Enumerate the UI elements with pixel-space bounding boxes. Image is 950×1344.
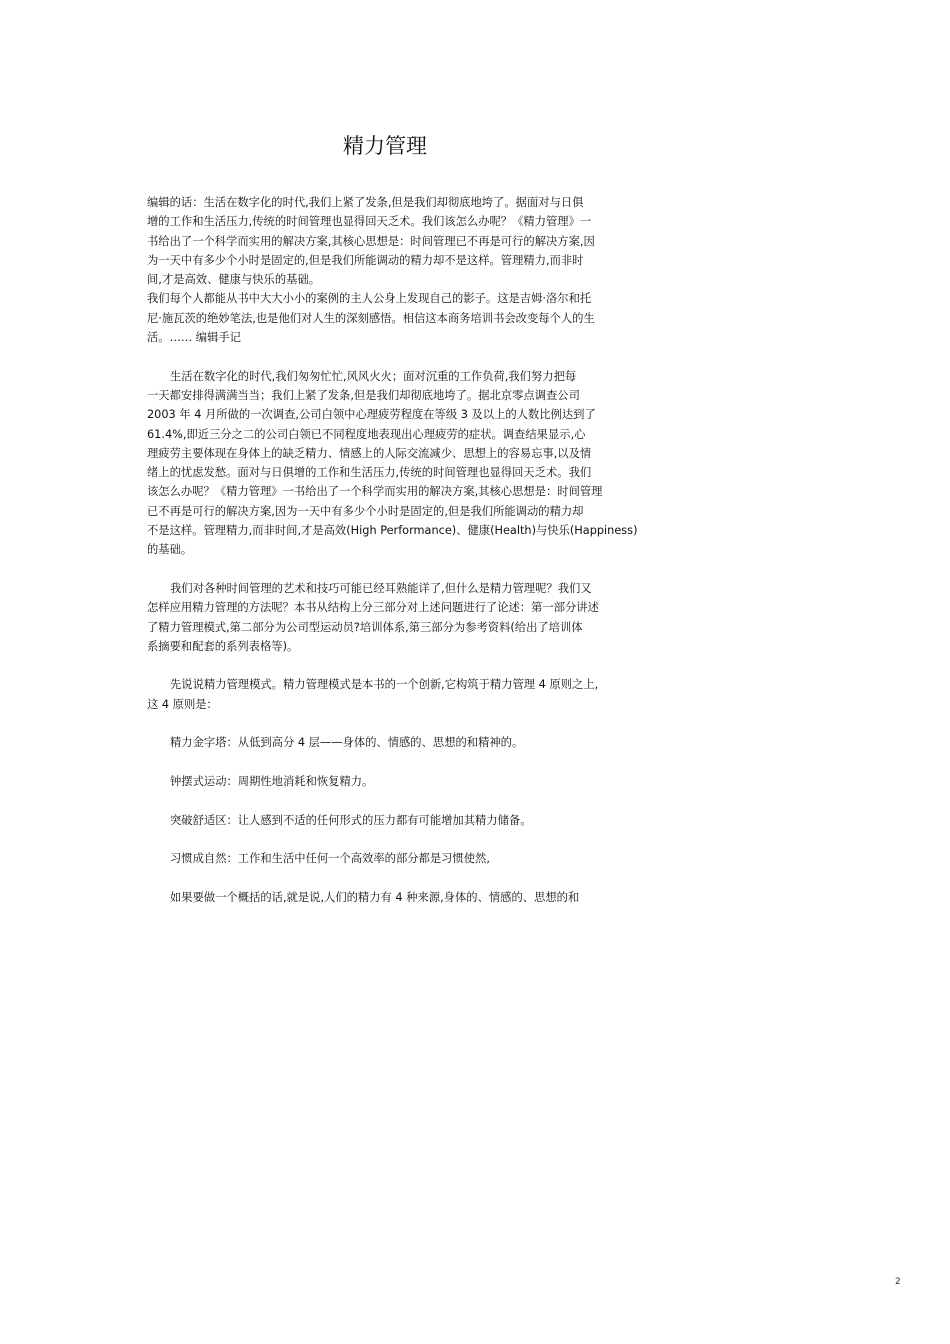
- paragraph-line: 编辑的话：生活在数字化的时代,我们上紧了发条,但是我们却彻底地垮了。据面对与日俱: [147, 196, 584, 209]
- paragraph-gap: [147, 560, 667, 579]
- paragraph-line: 为一天中有多少个小时是固定的,但是我们所能调动的精力却不是这样。管理精力,而非时: [147, 253, 584, 267]
- paragraph: [147, 367, 667, 560]
- paragraph-gap: [147, 347, 667, 366]
- page-title: 精力管理: [343, 134, 427, 158]
- paragraph-line: 间,才是高效、健康与快乐的基础。: [147, 273, 321, 287]
- paragraph-line: 2003 年 4 月所做的一次调查,公司白领中心理疲劳程度在等级 3 及以上的人数比例达到了: [147, 408, 596, 422]
- paragraph-line: 如果要做一个概括的话,就是说,人们的精力有 4 种来源,身体的、情感的、思想的和: [170, 890, 580, 904]
- paragraph-line: 我们每个人都能从书中大大小小的案例的主人公身上发现自己的影子。这是吉姆·洛尔和托: [147, 292, 592, 306]
- paragraph-line: 生活在数字化的时代,我们匆匆忙忙,风风火火；面对沉重的工作负荷,我们努力把每: [170, 369, 577, 383]
- paragraph-gap: [147, 714, 667, 733]
- paragraph-gap: [147, 868, 667, 887]
- paragraph-gap: [147, 791, 667, 810]
- paragraph-line: 不是这样。管理精力,而非时间,才是高效(High Performance)、健康(Health)与快乐(Happiness): [147, 524, 638, 538]
- paragraph-line: 系摘要和配套的系列表格等)。: [147, 639, 299, 653]
- paragraph-line: 习惯成自然：工作和生活中任何一个高效率的部分都是习惯使然,: [170, 852, 490, 866]
- document-body: [147, 193, 667, 907]
- page-number: 2: [895, 1277, 901, 1287]
- paragraph: [147, 888, 667, 907]
- paragraph: [147, 849, 667, 868]
- paragraph-gap: [147, 830, 667, 849]
- paragraph-line: 了精力管理模式,第二部分为公司型运动员?培训体系,第三部分为参考资料(给出了培训体: [147, 620, 583, 634]
- paragraph: [147, 811, 667, 830]
- paragraph: [147, 289, 667, 347]
- paragraph-line: 这 4 原则是：: [147, 697, 218, 711]
- paragraph-gap: [147, 753, 667, 772]
- paragraph: [147, 193, 667, 289]
- paragraph-line: 一天都安排得满满当当；我们上紧了发条,但是我们却彻底地垮了。据北京零点调查公司: [147, 388, 580, 402]
- paragraph: [147, 772, 667, 791]
- paragraph-line: 已不再是可行的解决方案,因为一天中有多少个小时是固定的,但是我们所能调动的精力却: [147, 504, 584, 518]
- paragraph-line: 先说说精力管理模式。精力管理模式是本书的一个创新,它构筑于精力管理 4 原则之上,: [170, 678, 599, 692]
- paragraph-line: 的基础。: [147, 543, 193, 557]
- paragraph-line: 精力金字塔：从低到高分 4 层——身体的、情感的、思想的和精神的。: [170, 736, 524, 750]
- paragraph-line: 活。…… 编辑手记: [147, 331, 241, 345]
- paragraph-line: 怎样应用精力管理的方法呢？本书从结构上分三部分对上述问题进行了论述：第一部分讲述: [147, 601, 599, 615]
- paragraph-line: 该怎么办呢？《精力管理》一书给出了一个科学而实用的解决方案,其核心思想是：时间管理: [147, 485, 603, 499]
- paragraph: [147, 733, 667, 752]
- paragraph-line: 61.4%,即近三分之二的公司白领已不同程度地表现出心理疲劳的症状。调查结果显示,心: [147, 427, 586, 441]
- paragraph-line: 尼·施瓦茨的绝妙笔法,也是他们对人生的深刻感悟。相信这本商务培训书会改变每个人的生: [147, 311, 595, 325]
- paragraph-gap: [147, 656, 667, 675]
- paragraph: [147, 675, 667, 714]
- paragraph-line: 理疲劳主要体现在身体上的缺乏精力、情感上的人际交流减少、思想上的容易忘事,以及情: [147, 446, 592, 460]
- paragraph-line: 绪上的忧虑发愁。面对与日俱增的工作和生活压力,传统的时间管理也显得回天乏术。我们: [147, 466, 592, 480]
- paragraph-line: 增的工作和生活压力,传统的时间管理也显得回天乏术。我们该怎么办呢？《精力管理》一: [147, 215, 592, 229]
- paragraph-line: 钟摆式运动：周期性地消耗和恢复精力。: [170, 774, 374, 788]
- paragraph-line: 书给出了一个科学而实用的解决方案,其核心思想是：时间管理已不再是可行的解决方案,因: [147, 234, 595, 248]
- paragraph: [147, 579, 667, 656]
- paragraph-line: 突破舒适区：让人感到不适的任何形式的压力都有可能增加其精力储备。: [170, 813, 532, 827]
- paragraph-line: 我们对各种时间管理的艺术和技巧可能已经耳熟能详了,但什么是精力管理呢？我们又: [170, 581, 592, 595]
